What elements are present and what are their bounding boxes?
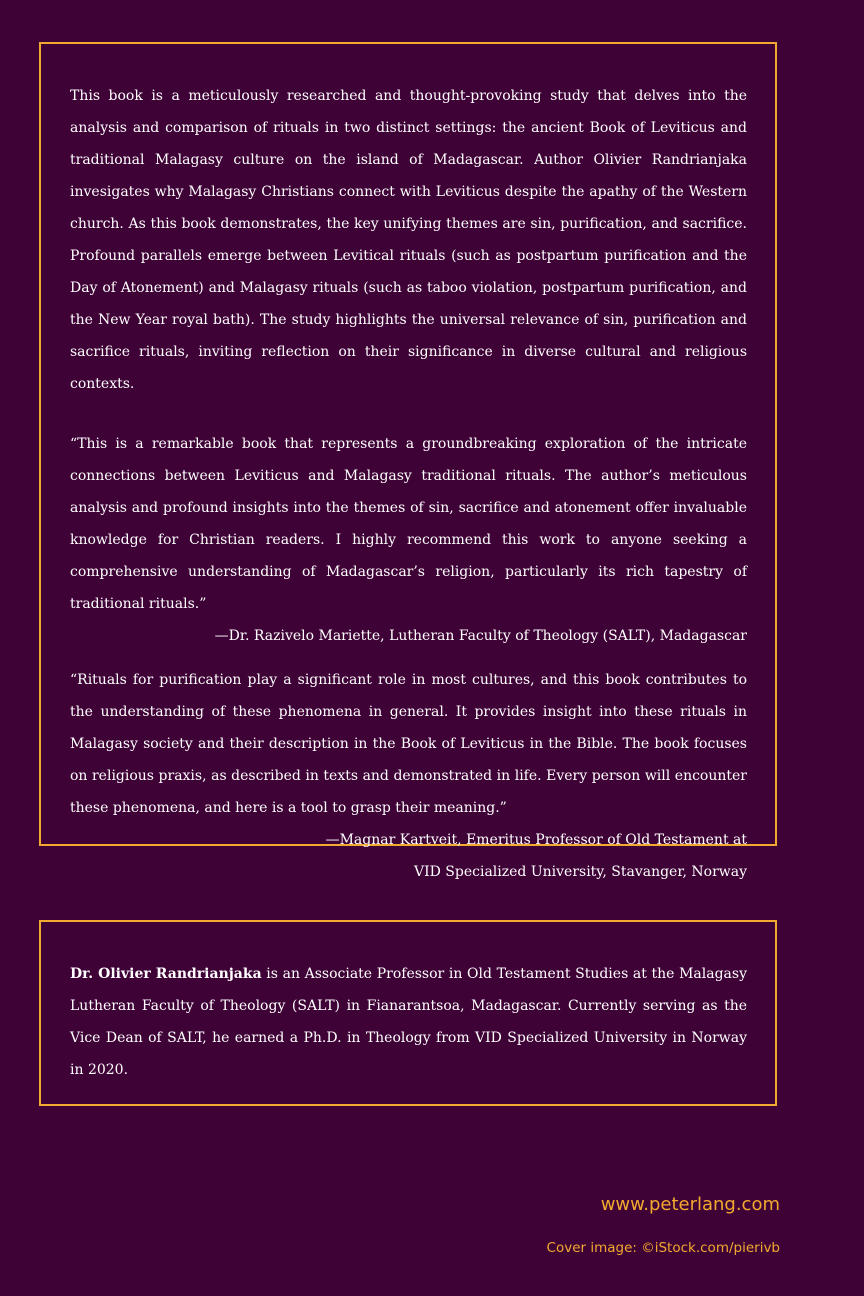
author-name: Dr. Olivier Randrianjaka [70,966,262,982]
author-bio-box [39,920,777,1106]
description-box [39,42,777,880]
endorsement-quote-1: “This is a remarkable book that represents a groundbreaking exploration of the intricate connections between Leviticus and Malagasy traditional rituals. The author’s meticulous analysis and profound insights into the themes of sin, sacrifice and atonement offer invaluable knowledge for Christian readers. I highly recommend this work to anyone seeking a comprehensive understanding of Madagascar’s religion, particularly its rich tapestry of traditional rituals.” [70,436,747,612]
publisher-url[interactable]: www.peterlang.com [600,1194,780,1215]
book-description: This book is a meticulously researched and thought-provoking study that delves into the analysis and comparison of rituals in two distinct settings: the ancient Book of Leviticus and traditional Malagasy culture on the island of Madagascar. Author Olivier Randrianjaka invesigates why Malagasy Christians connect with Leviticus despite the apathy of the Western church. As this book demonstrates, the key unifying themes are sin, purification, and sacrifice. Profound parallels emerge between Levitical rituals (such as postpartum purification and the Day of Atonement) and Malagasy rituals (such as taboo violation, postpartum purification, and the New Year royal bath). The study highlights the universal relevance of sin, purification and sacrifice rituals, inviting reflection on their significance in diverse cultural and religious contexts. [70,88,747,392]
endorsement-quote-2: “Rituals for purification play a significant role in most cultures, and this book contributes to the understanding of these phenomena in general. It provides insight into these rituals in Malagasy society and their description in the Book of Leviticus in the Bible. The book focuses on religious praxis, as described in texts and demonstrated in life. Every person will encounter these phenomena, and here is a tool to grasp their meaning.” [70,672,747,816]
endorsement-attribution-2b: VID Specialized University, Stavanger, Norway [413,864,747,880]
endorsement-attribution-1: —Dr. Razivelo Mariette, Lutheran Faculty of Theology (SALT), Madagascar [214,628,747,644]
endorsement-attribution-2a: —Magnar Kartveit, Emeritus Professor of Old Testament at [325,832,747,848]
author-bio-text: is an Associate Professor in Old Testament Studies at the Malagasy Lutheran Faculty of Theology (SALT) in Fianarantsoa, Madagascar. Currently serving as the Vice Dean of SALT, he earned a Ph.D. in Theology from VID Specialized University in Norway in 2020. [70,966,747,1078]
author-bio [70,958,747,1086]
cover-image-credit: Cover image: ©iStock.com/pierivb [546,1240,780,1256]
